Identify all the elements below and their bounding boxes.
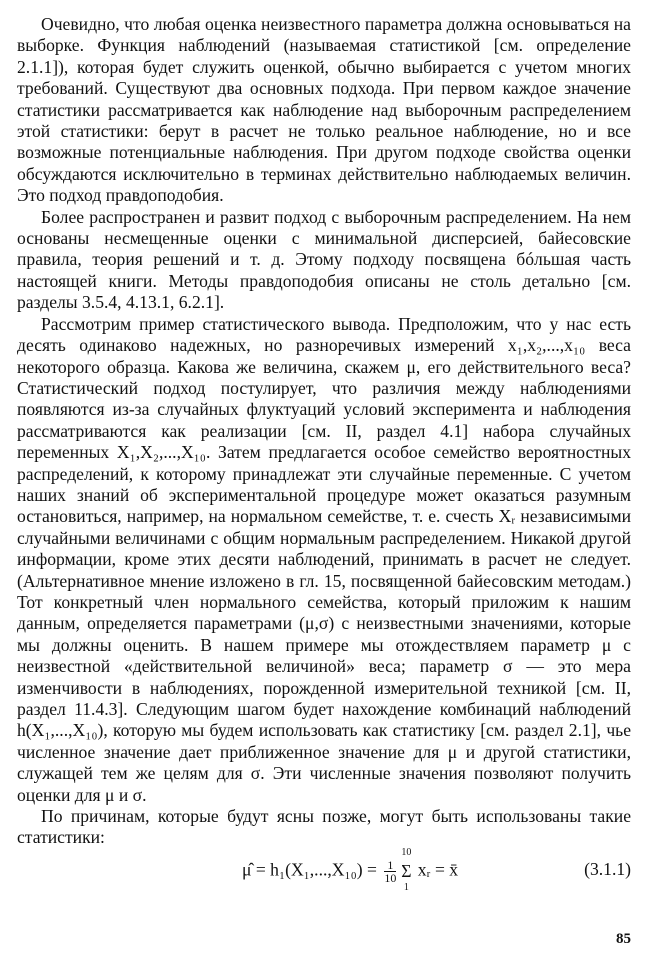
equation-expression — [242, 846, 459, 893]
equation-number: (3.1.1) — [584, 858, 631, 879]
summation-lower-limit: 1 — [403, 881, 409, 893]
page-body — [17, 14, 631, 897]
page-number: 85 — [616, 931, 631, 947]
paragraph-3: Рассмотрим пример статистического вывода. Предположим, что у нас есть десять одинаково надежных, но разноречивых измерений x₁,x₂,...,x₁₀ веса некоторого образца. Какова же величина, скажем μ, его действительного веса? Статистический подход постулирует, что различия между наблюдениями появляются из-за случайных флуктуаций условий эксперимента и наблюдения рассматриваются как реализации [см. II, раздел 4.1] набора случайных переменных X₁,X₂,...,X₁₀. Затем предлагается особое семейство вероятностных распределений, к которому принадлежат эти случайные переменные. С учетом наших знаний об экспериментальной процедуре может оказаться разумным остановиться, например, на нормальном семействе, т. е. счесть Xᵣ независимыми случайными величинами с общим нормальным распределением. Никакой другой информации, кроме этих десяти наблюдений, принимать в расчет не следует. (Альтернативное мнение изложено в гл. 15, посвященной байесовским методам.) Тот конкретный член нормального семейства, который приложим к нашим данным, определяется параметрами (μ,σ) с неизвестными значениями, которые мы должны оценить. В нашем примере мы отождествляем параметр μ с неизвестной «действительной величиной» веса; параметр σ — это мера изменчивости в наблюдениях, порожденной измерительной техникой [см. II, раздел 11.4.3]. Следующим шагом будет нахождение комбинаций наблюдений h(X₁,...,X₁₀), которую мы будем использовать как статистику [см. раздел 2.1], чье численное значение дает приближенное значение для μ и другой статистики, служащей тем же целям для σ. Эти численные значения позволяют получить оценки для μ и σ. — [17, 313, 631, 805]
fraction-numerator: 1 — [384, 859, 396, 872]
equation-fraction — [384, 859, 396, 884]
paragraph-2: Более распространен и развит подход с выборочным распределением. На нем основаны несмещенные оценки с минимальной дисперсией, байесовские правила, теория решений и т. д. Этому подходу посвящена бóльшая часть настоящей книги. Методы правдоподобия описаны не столь детально [см. разделы 3.5.4, 4.13.1, 6.2.1]. — [17, 206, 631, 313]
summation-symbol: Σ — [401, 860, 412, 881]
paragraph-4: По причинам, которые будут ясны позже, могут быть использованы такие статистики: — [17, 806, 631, 848]
equation-3-1-1 — [17, 846, 631, 897]
fraction-denominator: 10 — [384, 870, 397, 885]
summation-upper-limit: 10 — [401, 846, 412, 858]
equation-rhs: xᵣ = x̄ — [417, 859, 459, 880]
summation-sign — [399, 846, 413, 893]
paragraph-1: Очевидно, что любая оценка неизвестного параметра должна основываться на выборке. Функция наблюдений (называемая статистикой [см. определение 2.1.1]), которая будет служить оценкой, обычно выбирается с учетом многих требований. Существуют два основных подхода. При первом каждое значение статистики рассматривается как наблюдение над выборочным распределением этой статистики: берут в расчет не только реальное наблюдение, но и все возможные потенциальные наблюдения. При другом подходе свойства оценки обсуждаются исключительно в терминах действительно наблюдаемых величин. Это подход правдоподобия. — [17, 14, 631, 206]
equation-lhs: μ̂ = h₁(X₁,...,X₁₀) = — [242, 859, 382, 880]
